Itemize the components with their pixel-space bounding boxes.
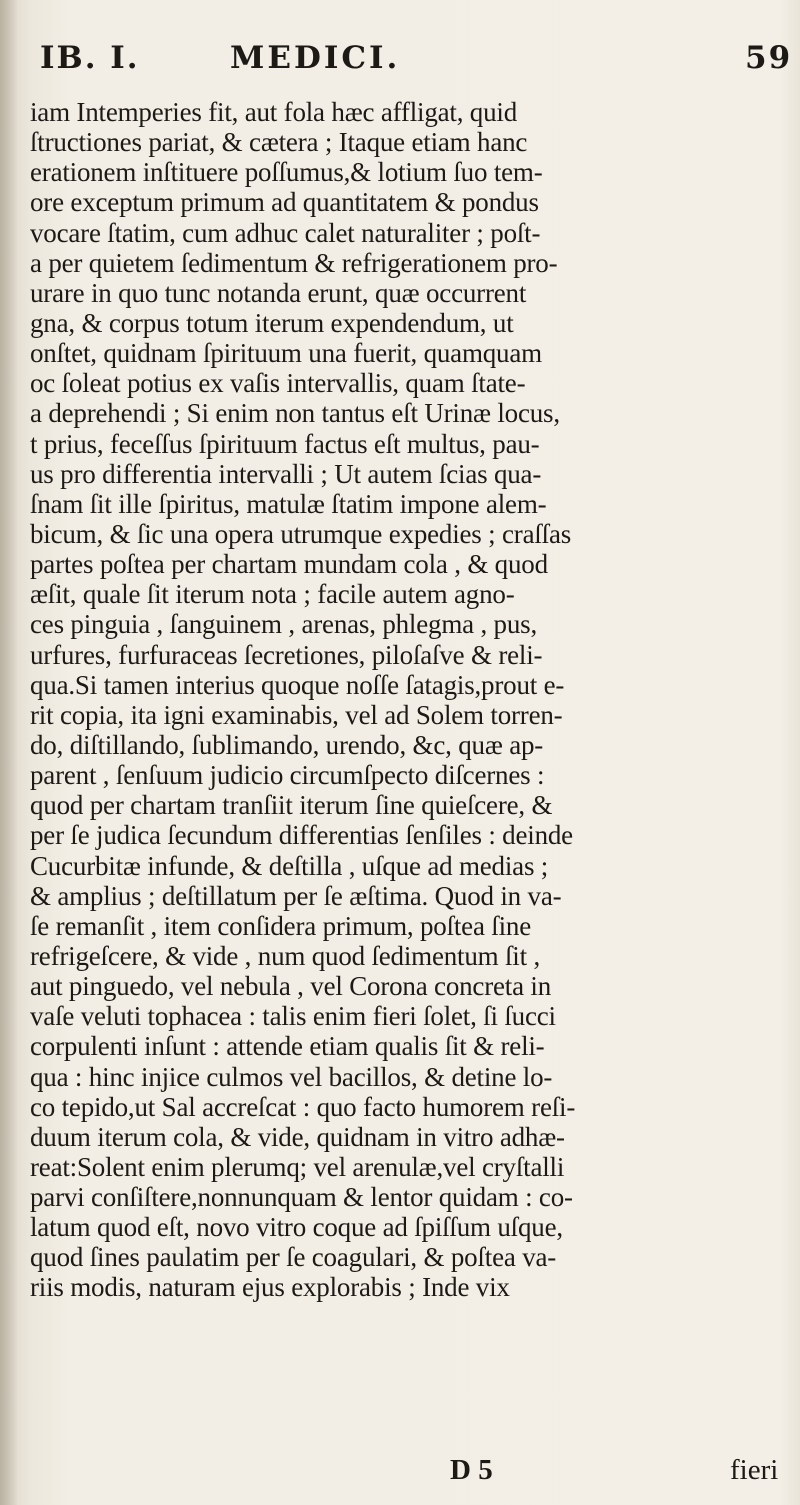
text-line: ore exceptum primum ad quantitatem & pondus: [30, 187, 539, 218]
catchword: fieri: [730, 1454, 779, 1486]
page-footer: [40, 1454, 800, 1494]
text-line: & amplius ; deſtillatum per ſe æſtima. Quod in va-: [30, 880, 562, 911]
text-line: oc ſoleat potius ex vaſis intervallis, quam ſtate-: [30, 368, 526, 399]
text-line: do, diſtillando, ſublimando, urendo, &c, quæ ap-: [30, 729, 544, 760]
running-head: [40, 40, 800, 90]
text-line: a deprehendi ; Si enim non tantus eſt Urinæ locus,: [30, 398, 560, 429]
signature-mark: D 5: [450, 1454, 493, 1486]
text-line: ſe remanſit , item conſidera primum, poſtea ſine: [30, 910, 531, 941]
text-line: latum quod eſt, novo vitro coque ad ſpiſſum uſque,: [30, 1212, 563, 1243]
page-number: 59: [745, 40, 793, 76]
text-line: aut pinguedo, vel nebula , vel Corona concreta in: [30, 971, 552, 1002]
text-line: duum iterum cola, & vide, quidnam in vitro adhæ-: [30, 1121, 565, 1152]
text-line: æſit, quale ſit iterum nota ; facile autem agno-: [30, 579, 515, 610]
text-line: vaſe veluti tophacea : talis enim fieri ſolet, ſi ſucci: [30, 1001, 556, 1032]
text-line: gna, & corpus totum iterum expendendum, ut: [30, 307, 514, 338]
text-line: refrigeſcere, & vide , num quod ſedimentum ſit ,: [30, 940, 541, 971]
text-line: vocare ſtatim, cum adhuc calet naturaliter ; poſt-: [30, 217, 541, 248]
text-line: reat:Solent enim plerumq; vel arenulæ,vel cryſtalli: [30, 1151, 565, 1182]
text-line: parvi conſiſtere,nonnunquam & lentor quidam : co-: [30, 1182, 573, 1213]
text-line: urare in quo tunc notanda erunt, quæ occurrent: [30, 277, 527, 308]
text-line: a per quietem ſedimentum & refrigerationem pro-: [30, 247, 558, 278]
text-line: erationem inſtituere poſſumus,& lotium ſuo tem-: [30, 157, 543, 188]
text-line: t prius, feceſſus ſpirituum factus eſt multus, pau-: [30, 428, 540, 459]
text-line: partes poſtea per chartam mundam cola , & quod: [30, 549, 548, 580]
running-head-book: IB. I.: [40, 40, 140, 76]
text-line: us pro differentia intervalli ; Ut autem ſcias qua-: [30, 458, 542, 489]
text-line: Cucurbitæ infunde, & deſtilla , uſque ad medias ;: [30, 850, 549, 881]
text-line: ſnam ſit ille ſpiritus, matulæ ſtatim impone alem-: [30, 488, 547, 519]
text-line: urfures, furfuraceas ſecretiones, piloſaſve & reli-: [30, 639, 543, 670]
spine-shadow: [0, 0, 18, 1505]
text-line: rit copia, ita igni examinabis, vel ad Solem torren-: [30, 699, 563, 730]
body-text: [30, 97, 800, 1303]
text-line: iam Intemperies fit, aut fola hæc affligat, quid: [30, 97, 517, 127]
text-line: per ſe judica ſecundum differentias ſenſiles : deinde: [30, 820, 573, 851]
text-line: qua.Si tamen interius quoque noſſe ſatagis,prout e-: [30, 669, 565, 700]
text-line: ces pinguia , ſanguinem , arenas, phlegma , pus,: [30, 609, 538, 640]
text-line: quod per chartam tranſiit iterum ſine quieſcere, &: [30, 790, 553, 821]
text-line: ſtructiones pariat, & cætera ; Itaque etiam hanc: [30, 127, 528, 158]
text-line: bicum, & ſic una opera utrumque expedies ; craſſas: [30, 518, 572, 549]
text-line: corpulenti inſunt : attende etiam qualis ſit & reli-: [30, 1031, 545, 1062]
text-line: riis modis, naturam ejus explorabis ; Inde vix: [30, 1272, 510, 1303]
running-head-title: MEDICI.: [230, 40, 401, 76]
text-line: quod ſines paulatim per ſe coagulari, & poſtea va-: [30, 1242, 557, 1273]
text-line: qua : hinc injice culmos vel bacillos, & detine lo-: [30, 1061, 553, 1092]
text-line: co tepido,ut Sal accreſcat : quo facto humorem reſi-: [30, 1091, 576, 1122]
text-line: parent , ſenſuum judicio circumſpecto diſcernes :: [30, 760, 545, 791]
text-line: onſtet, quidnam ſpirituum una fuerit, quamquam: [30, 338, 542, 369]
